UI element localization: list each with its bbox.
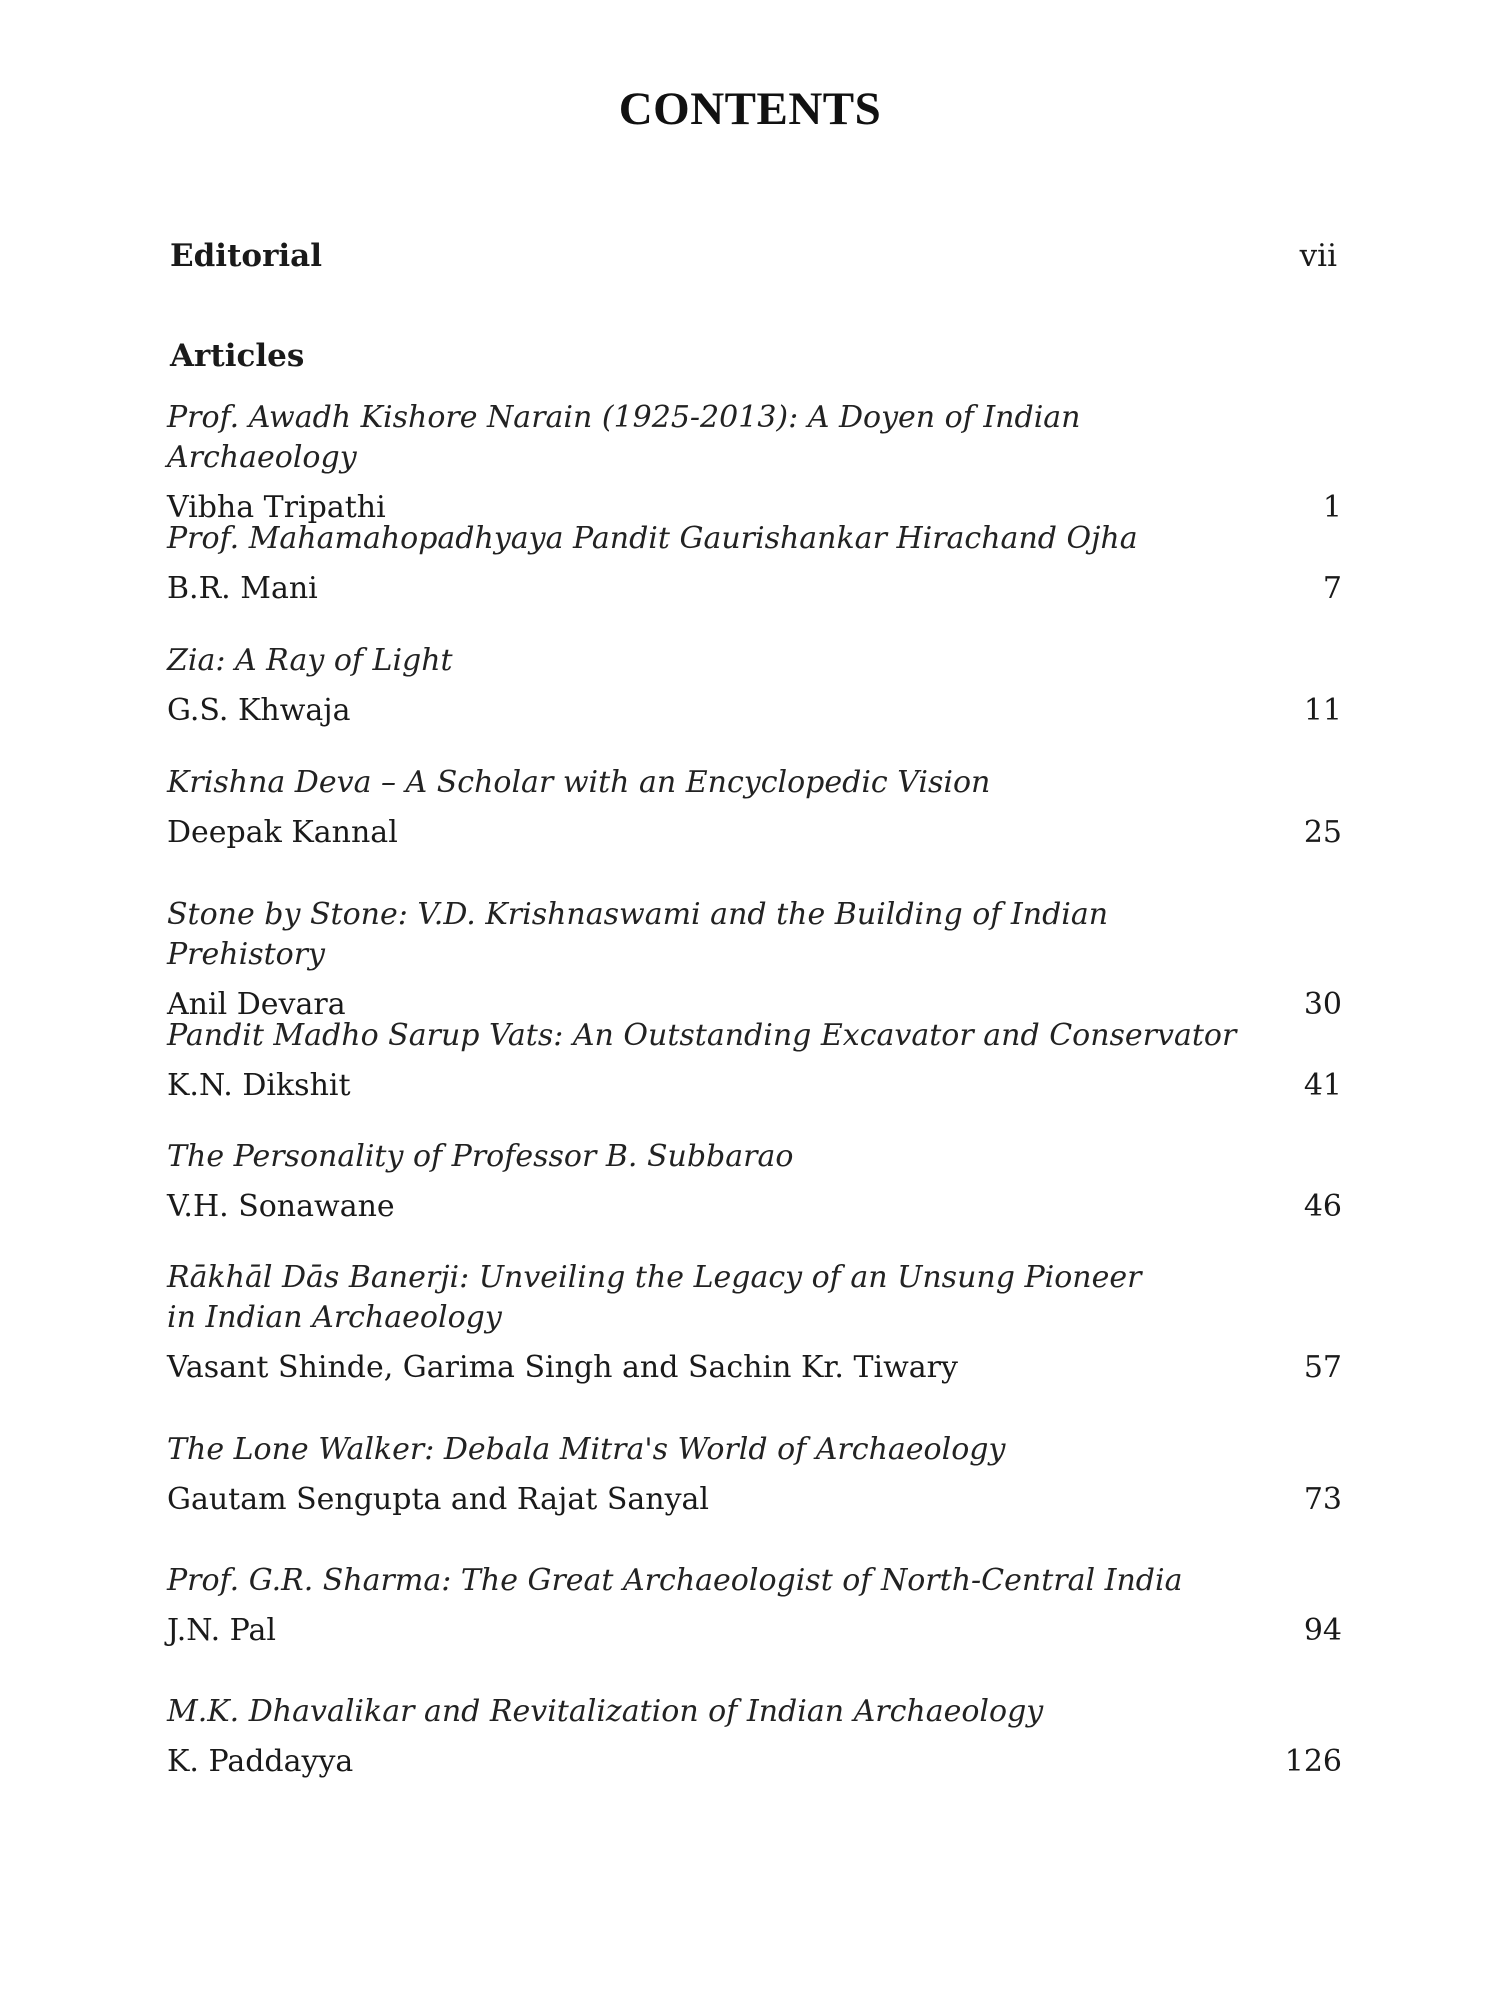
article-author: V.H. Sonawane (167, 1189, 395, 1224)
article-title: Prof. G.R. Sharma: The Great Archaeologist of North-Central India (167, 1563, 1183, 1598)
article-title: Prof. Mahamahopadhyaya Pandit Gaurishankar Hirachand Ojha (167, 521, 1138, 556)
article-title: M.K. Dhavalikar and Revitalization of Indian Archaeology (167, 1694, 1044, 1729)
article-title: Prof. Awadh Kishore Narain (1925-2013): A Doyen of Indian Archaeology (167, 400, 1081, 475)
toc-entry[interactable] (167, 1692, 1342, 1782)
toc-entry[interactable] (167, 641, 1342, 731)
article-page-number: 7 (1322, 571, 1342, 606)
toc-entry[interactable] (167, 763, 1342, 853)
article-author: J.N. Pal (167, 1613, 276, 1648)
toc-entry[interactable] (167, 1016, 1342, 1106)
toc-entry[interactable] (167, 1561, 1342, 1651)
page-title: CONTENTS (618, 83, 882, 135)
editorial-page-number: vii (1299, 238, 1337, 274)
article-title: Stone by Stone: V.D. Krishnaswami and the Building of Indian Prehistory (167, 897, 1109, 972)
article-page-number: 1 (1322, 490, 1342, 525)
article-author: K. Paddayya (167, 1744, 354, 1779)
article-page-number: 25 (1303, 815, 1342, 850)
article-author: Anil Devara (167, 987, 346, 1022)
article-author: Vibha Tripathi (167, 490, 386, 525)
article-page-number: 126 (1284, 1744, 1342, 1779)
article-title: Rākhāl Dās Banerji: Unveiling the Legacy of an Unsung Pioneer in Indian Archaeology (167, 1260, 1142, 1335)
toc-entry[interactable] (167, 519, 1342, 609)
article-author: K.N. Dikshit (167, 1068, 351, 1103)
article-page-number: 41 (1303, 1068, 1342, 1103)
article-page-number: 30 (1303, 987, 1342, 1022)
article-author: G.S. Khwaja (167, 693, 351, 728)
article-author: Gautam Sengupta and Rajat Sanyal (167, 1482, 710, 1517)
article-page-number: 94 (1303, 1613, 1342, 1648)
article-page-number: 46 (1303, 1189, 1342, 1224)
toc-entry[interactable] (167, 1258, 1342, 1388)
article-author: B.R. Mani (167, 571, 318, 606)
toc-entry[interactable] (167, 895, 1342, 1025)
article-title: The Lone Walker: Debala Mitra's World of Archaeology (167, 1432, 1006, 1467)
articles-heading: Articles (170, 338, 305, 374)
article-title: Krishna Deva – A Scholar with an Encyclopedic Vision (167, 765, 991, 800)
toc-entry[interactable] (167, 1430, 1342, 1520)
article-page-number: 73 (1303, 1482, 1342, 1517)
article-page-number: 11 (1303, 693, 1342, 728)
toc-entry[interactable] (167, 1137, 1342, 1227)
article-page-number: 57 (1303, 1350, 1342, 1385)
editorial-label: Editorial (170, 238, 323, 274)
article-title: Zia: A Ray of Light (167, 643, 453, 678)
article-title: The Personality of Professor B. Subbarao (167, 1139, 794, 1174)
article-author: Deepak Kannal (167, 815, 398, 850)
article-title: Pandit Madho Sarup Vats: An Outstanding Excavator and Conservator (167, 1018, 1237, 1053)
toc-entry[interactable] (167, 398, 1342, 528)
article-author: Vasant Shinde, Garima Singh and Sachin Kr. Tiwary (167, 1350, 958, 1385)
